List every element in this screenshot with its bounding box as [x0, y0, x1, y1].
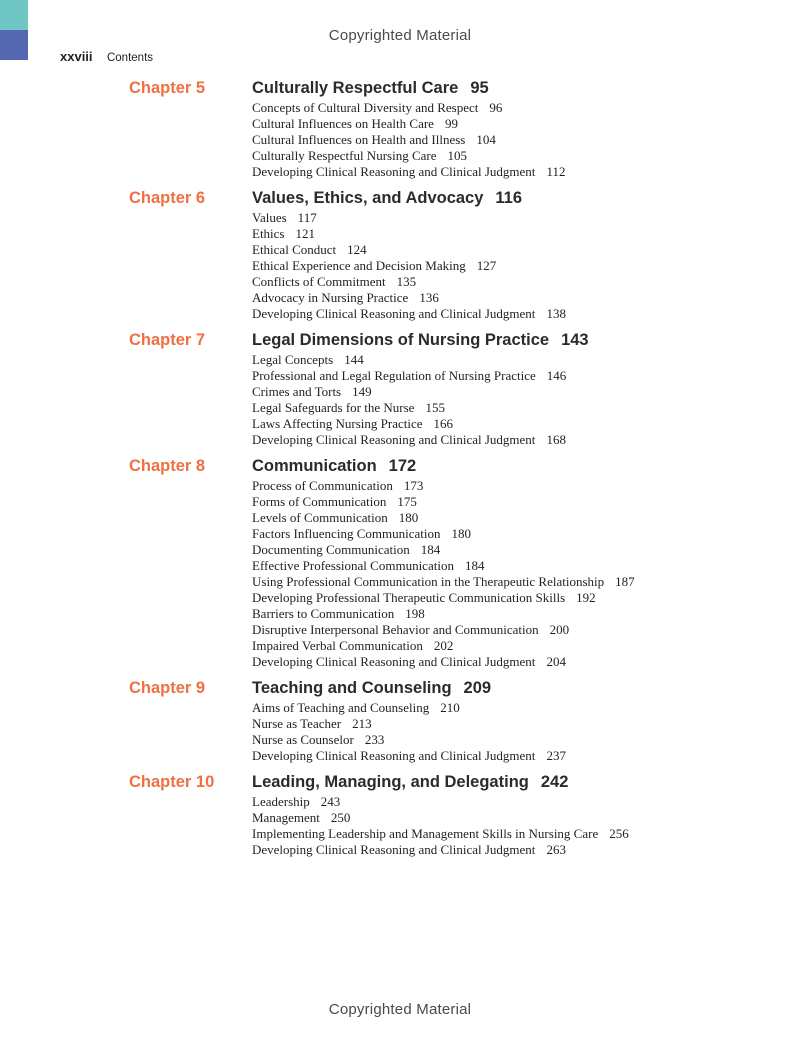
entry-page-number: 198 — [405, 606, 425, 621]
toc-entry — [252, 716, 800, 732]
chapter-heading — [252, 78, 800, 98]
toc-entry — [252, 748, 800, 764]
chapter-heading — [252, 678, 800, 698]
entry-title: Conflicts of Commitment — [252, 274, 386, 289]
chapter-label: Chapter 10 — [129, 773, 215, 791]
entry-title: Advocacy in Nursing Practice — [252, 290, 409, 305]
chapter-page-number: 209 — [463, 679, 492, 697]
entry-title: Cultural Influences on Health Care — [252, 116, 434, 131]
chapter-label: Chapter 6 — [129, 189, 206, 207]
toc-entry — [252, 590, 800, 606]
chapter-heading — [252, 188, 800, 208]
entry-title: Ethical Experience and Decision Making — [252, 258, 466, 273]
entry-page-number: 250 — [330, 810, 351, 825]
toc-entry — [252, 258, 800, 274]
entry-page-number: 146 — [546, 368, 567, 383]
entry-page-number: 210 — [440, 700, 460, 715]
entry-title: Forms of Communication — [252, 494, 387, 509]
chapter-entries — [252, 700, 800, 764]
chapter-entries — [252, 352, 800, 448]
toc-entry — [252, 606, 800, 622]
entry-title: Factors Influencing Communication — [252, 526, 441, 541]
toc-entry — [252, 148, 800, 164]
toc-entry — [252, 732, 800, 748]
chapter-entries — [252, 478, 800, 670]
toc-chapter — [0, 456, 800, 670]
toc-entry — [252, 306, 800, 322]
toc-entry — [252, 274, 800, 290]
entry-title: Implementing Leadership and Management Skills in Nursing Care — [252, 826, 599, 841]
entry-page-number: 121 — [295, 226, 315, 241]
table-of-contents — [0, 78, 800, 866]
entry-page-number: 135 — [396, 274, 417, 289]
entry-title: Ethical Conduct — [252, 242, 337, 257]
copyright-watermark-top: Copyrighted Material — [328, 27, 472, 44]
entry-title: Nurse as Teacher — [252, 716, 342, 731]
chapter-label: Chapter 9 — [129, 679, 206, 697]
entry-title: Laws Affecting Nursing Practice — [252, 416, 423, 431]
toc-entry — [252, 622, 800, 638]
chapter-title: Teaching and Counseling — [252, 679, 452, 697]
chapter-page-number: 242 — [540, 773, 569, 791]
chapter-page-number: 172 — [388, 457, 417, 475]
entry-title: Impaired Verbal Communication — [252, 638, 423, 653]
entry-title: Developing Clinical Reasoning and Clinical Judgment — [252, 842, 536, 857]
entry-page-number: 166 — [433, 416, 454, 431]
color-tab-teal — [0, 0, 28, 30]
toc-entry — [252, 558, 800, 574]
toc-entry — [252, 384, 800, 400]
chapter-title: Legal Dimensions of Nursing Practice — [252, 331, 550, 349]
entry-page-number: 213 — [352, 716, 372, 731]
entry-title: Management — [252, 810, 320, 825]
entry-page-number: 180 — [451, 526, 471, 541]
entry-page-number: 144 — [344, 352, 364, 367]
entry-page-number: 202 — [433, 638, 454, 653]
toc-entry — [252, 416, 800, 432]
entry-title: Levels of Communication — [252, 510, 388, 525]
toc-entry — [252, 478, 800, 494]
entry-title: Legal Concepts — [252, 352, 334, 367]
entry-title: Cultural Influences on Health and Illness — [252, 132, 466, 147]
chapter-heading — [252, 772, 800, 792]
toc-chapter — [0, 330, 800, 448]
toc-entry — [252, 352, 800, 368]
entry-page-number: 127 — [476, 258, 497, 273]
chapter-entries — [252, 210, 800, 322]
entry-title: Developing Clinical Reasoning and Clinical Judgment — [252, 432, 536, 447]
toc-entry — [252, 700, 800, 716]
toc-entry — [252, 432, 800, 448]
entry-title: Barriers to Communication — [252, 606, 395, 621]
entry-title: Using Professional Communication in the Therapeutic Relationship — [252, 574, 605, 589]
entry-page-number: 112 — [546, 164, 566, 179]
entry-title: Concepts of Cultural Diversity and Respect — [252, 100, 479, 115]
toc-entry — [252, 654, 800, 670]
entry-page-number: 136 — [419, 290, 439, 305]
chapter-page-number: 95 — [470, 79, 489, 97]
entry-title: Developing Clinical Reasoning and Clinical Judgment — [252, 164, 536, 179]
toc-entry — [252, 526, 800, 542]
entry-page-number: 168 — [546, 432, 566, 447]
toc-entry — [252, 210, 800, 226]
entry-title: Professional and Legal Regulation of Nursing Practice — [252, 368, 536, 383]
chapter-title: Culturally Respectful Care — [252, 79, 459, 97]
entry-title: Effective Professional Communication — [252, 558, 454, 573]
running-head — [60, 48, 153, 66]
entry-title: Developing Professional Therapeutic Communication Skills — [252, 590, 566, 605]
entry-page-number: 117 — [297, 210, 317, 225]
entry-title: Ethics — [252, 226, 285, 241]
chapter-title: Leading, Managing, and Delegating — [252, 773, 529, 791]
chapter-label: Chapter 5 — [129, 79, 206, 97]
entry-title: Documenting Communication — [252, 542, 410, 557]
entry-page-number: 233 — [364, 732, 385, 747]
toc-entry — [252, 290, 800, 306]
chapter-page-number: 116 — [495, 189, 523, 207]
toc-chapter — [0, 188, 800, 322]
toc-chapter — [0, 772, 800, 858]
entry-page-number: 99 — [444, 116, 458, 131]
entry-page-number: 192 — [576, 590, 596, 605]
entry-title: Developing Clinical Reasoning and Clinical Judgment — [252, 748, 536, 763]
entry-page-number: 237 — [546, 748, 566, 763]
entry-page-number: 104 — [476, 132, 496, 147]
toc-entry — [252, 494, 800, 510]
entry-page-number: 149 — [352, 384, 372, 399]
chapter-heading — [252, 330, 800, 350]
entry-title: Values — [252, 210, 287, 225]
toc-entry — [252, 638, 800, 654]
page-number: xxviii — [60, 49, 93, 64]
entry-page-number: 138 — [546, 306, 566, 321]
entry-page-number: 263 — [546, 842, 566, 857]
chapter-label: Chapter 7 — [129, 331, 206, 349]
chapter-entries — [252, 100, 800, 180]
entry-title: Crimes and Torts — [252, 384, 342, 399]
toc-entry — [252, 542, 800, 558]
entry-page-number: 175 — [397, 494, 417, 509]
entry-page-number: 204 — [546, 654, 566, 669]
toc-entry — [252, 510, 800, 526]
toc-entry — [252, 574, 800, 590]
entry-title: Process of Communication — [252, 478, 393, 493]
toc-entry — [252, 242, 800, 258]
copyright-watermark-bottom: Copyrighted Material — [328, 1001, 472, 1018]
toc-entry — [252, 164, 800, 180]
toc-entry — [252, 400, 800, 416]
entry-page-number: 96 — [489, 100, 503, 115]
chapter-page-number: 143 — [561, 331, 589, 349]
chapter-title: Values, Ethics, and Advocacy — [252, 189, 484, 207]
toc-entry — [252, 794, 800, 810]
entry-title: Developing Clinical Reasoning and Clinical Judgment — [252, 654, 536, 669]
entry-page-number: 180 — [398, 510, 419, 525]
entry-title: Nurse as Counselor — [252, 732, 354, 747]
entry-page-number: 256 — [609, 826, 629, 841]
chapter-title: Communication — [252, 457, 377, 475]
entry-title: Legal Safeguards for the Nurse — [252, 400, 415, 415]
toc-entry — [252, 810, 800, 826]
toc-entry — [252, 842, 800, 858]
chapter-entries — [252, 794, 800, 858]
entry-page-number: 184 — [464, 558, 485, 573]
entry-title: Leadership — [252, 794, 310, 809]
toc-entry — [252, 226, 800, 242]
toc-entry — [252, 116, 800, 132]
toc-chapter — [0, 78, 800, 180]
chapter-heading — [252, 456, 800, 476]
entry-page-number: 105 — [447, 148, 467, 163]
entry-title: Disruptive Interpersonal Behavior and Communication — [252, 622, 539, 637]
entry-page-number: 173 — [403, 478, 424, 493]
entry-page-number: 200 — [549, 622, 570, 637]
toc-entry — [252, 368, 800, 384]
toc-entry — [252, 826, 800, 842]
entry-title: Culturally Respectful Nursing Care — [252, 148, 437, 163]
running-head-section: Contents — [106, 52, 154, 64]
toc-entry — [252, 132, 800, 148]
chapter-label: Chapter 8 — [129, 457, 206, 475]
entry-page-number: 124 — [347, 242, 367, 257]
entry-title: Aims of Teaching and Counseling — [252, 700, 430, 715]
toc-chapter — [0, 678, 800, 764]
entry-page-number: 184 — [420, 542, 441, 557]
entry-page-number: 155 — [425, 400, 445, 415]
entry-page-number: 187 — [615, 574, 635, 589]
entry-title: Developing Clinical Reasoning and Clinical Judgment — [252, 306, 536, 321]
entry-page-number: 243 — [320, 794, 341, 809]
toc-entry — [252, 100, 800, 116]
